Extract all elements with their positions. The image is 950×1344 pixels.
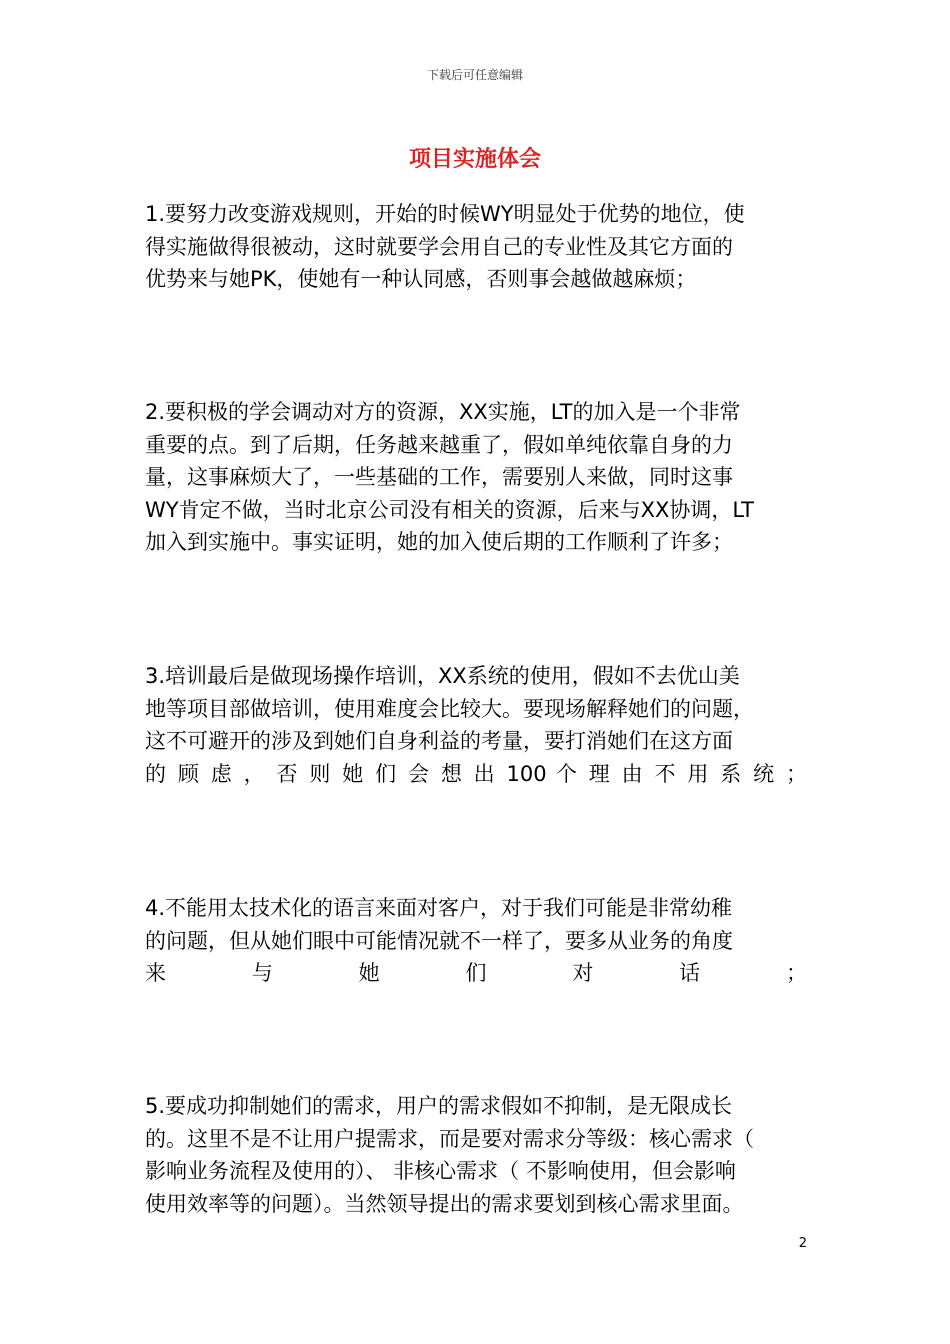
- page-number: 2: [798, 1236, 807, 1251]
- document-title: 项目实施体会: [408, 147, 541, 172]
- paragraph-line: 的。这里不是不让用户提需求，而是要对需求分等级：核心需求（: [145, 1126, 754, 1151]
- paragraph-line: 来 与 她 们 对 话 ；: [145, 961, 807, 985]
- paragraph-2: [145, 396, 807, 559]
- paragraph-4: [145, 892, 807, 990]
- paragraph-line: 得实施做得很被动，这时就要学会用自己的专业性及其它方面的: [145, 234, 733, 259]
- paragraph-line: 量，这事麻烦大了，一些基础的工作，需要别人来做，同时这事: [145, 465, 733, 489]
- paragraph-line: 5.要成功抑制她们的需求，用户的需求假如不抑制，是无限成长: [145, 1094, 733, 1118]
- paragraph-line: 的 顾 虑 ， 否 则 她 们 会 想 出 100 个 理 由 不 用 系 统 ；: [145, 761, 807, 786]
- paragraph-line: 使用效率等的问题）。当然领导提出的需求要划到核心需求里面。: [145, 1191, 744, 1216]
- paragraph-line: 重要的点。到了后期，任务越来越重了，假如单纯依靠自身的力: [145, 432, 733, 457]
- paragraph-line: 影响业务流程及使用的）、 非核心需求（ 不影响使用，但会影响: [145, 1159, 736, 1183]
- paragraph-1: [145, 198, 807, 296]
- paragraph-line: 优势来与她PK，使她有一种认同感，否则事会越做越麻烦；: [145, 267, 697, 291]
- paragraph-5: [145, 1090, 807, 1220]
- paragraph-line: 的问题，但从她们眼中可能情况就不一样了，要多从业务的角度: [145, 928, 733, 953]
- paragraph-line: 3.培训最后是做现场操作培训，XX系统的使用，假如不去优山美: [145, 664, 740, 688]
- paragraph-line: WY肯定不做，当时北京公司没有相关的资源，后来与XX协调，LT: [145, 497, 754, 522]
- header-note: 下载后可任意编辑: [426, 68, 523, 82]
- paragraph-3: [145, 660, 807, 790]
- paragraph-line: 这不可避开的涉及到她们自身利益的考量，要打消她们在这方面: [145, 729, 733, 753]
- paragraph-line: 4.不能用太技术化的语言来面对客户，对于我们可能是非常幼稚: [145, 896, 733, 920]
- paragraph-line: 加入到实施中。事实证明，她的加入使后期的工作顺利了许多；: [145, 530, 733, 554]
- paragraph-line: 地等项目部做培训，使用难度会比较大。要现场解释她们的问题，: [145, 696, 754, 721]
- paragraph-line: 2.要积极的学会调动对方的资源，XX实施，LT的加入是一个非常: [145, 400, 741, 424]
- paragraph-line: 1.要努力改变游戏规则，开始的时候WY明显处于优势的地位，使: [145, 202, 745, 226]
